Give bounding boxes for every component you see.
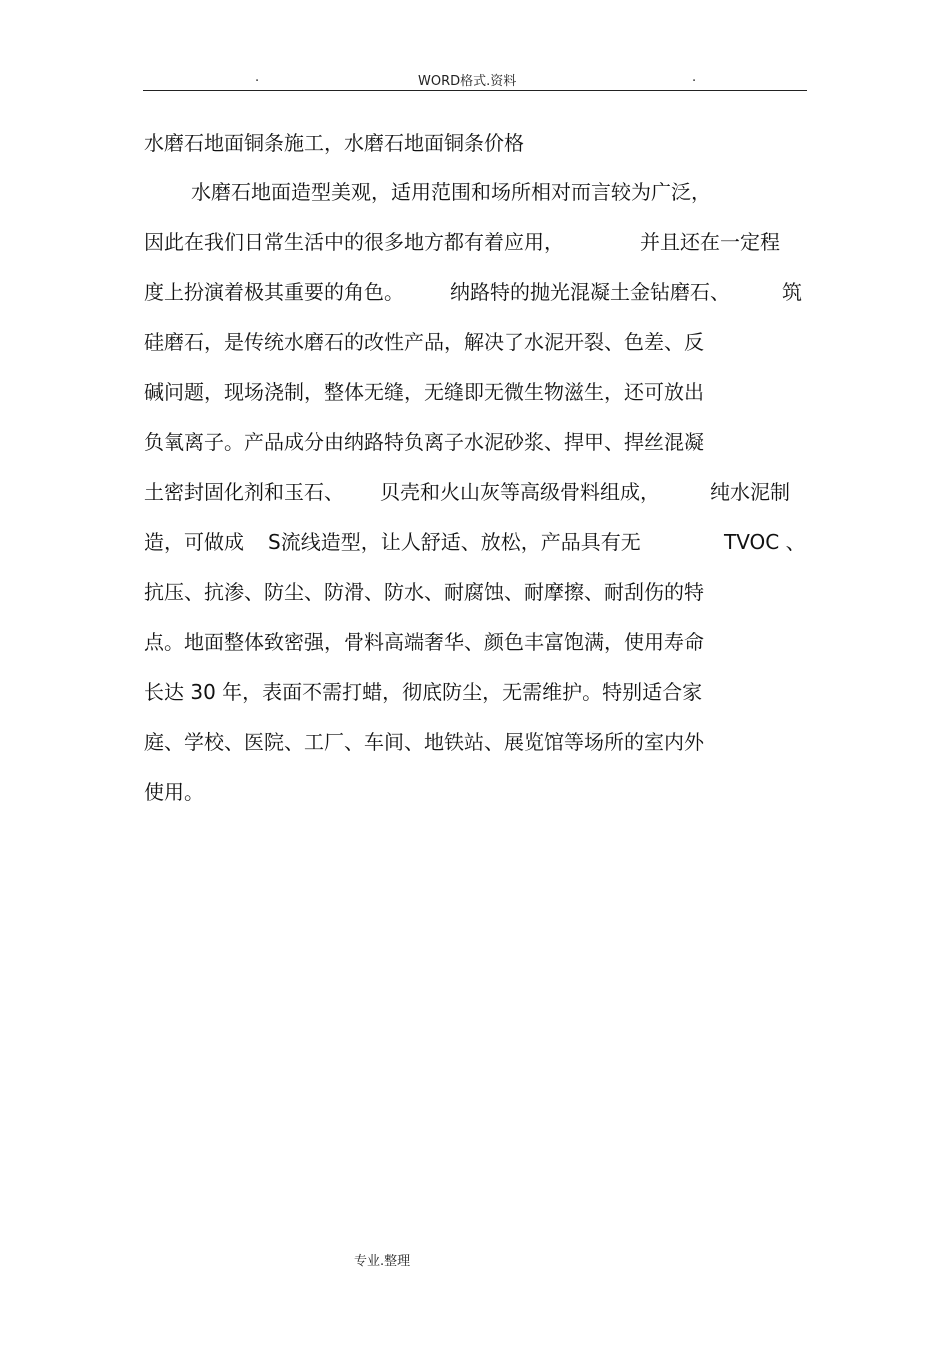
- line-text: 筑: [782, 280, 802, 304]
- line-text: 长达 30 年，表面不需打蜡，彻底防尘，无需维护。特别适合家: [144, 680, 703, 704]
- line-text: 造，可做成: [144, 530, 244, 554]
- line-text: 并且还在一定程: [640, 230, 780, 254]
- paragraph-line: [144, 427, 808, 477]
- paragraph-line: [144, 527, 808, 577]
- line-text: 度上扮演着极其重要的角色。: [144, 280, 404, 304]
- line-text: 土密封固化剂和玉石、: [144, 480, 344, 504]
- document-title: 水磨石地面铜条施工，水磨石地面铜条价格: [144, 131, 524, 155]
- page-header: [143, 68, 807, 91]
- paragraph-line: [144, 377, 808, 427]
- line-text: 点。地面整体致密强，骨料高端奢华、颜色丰富饱满，使用寿命: [144, 630, 704, 654]
- line-text: 纯水泥制: [710, 480, 790, 504]
- document-body: [144, 177, 808, 827]
- line-text: 纳路特的抛光混凝土金钻磨石、: [450, 280, 730, 304]
- paragraph-line: [144, 327, 808, 377]
- paragraph-line: [144, 177, 808, 227]
- paragraph-line: [144, 477, 808, 527]
- paragraph-line: [144, 577, 808, 627]
- line-text: 贝壳和火山灰等高级骨料组成，: [380, 480, 660, 504]
- line-text: S流线造型，让人舒适、放松，产品具有无: [268, 530, 641, 554]
- header-right-dot: .: [692, 70, 697, 85]
- line-text: 碱问题，现场浇制，整体无缝，无缝即无微生物滋生，还可放出: [144, 380, 704, 404]
- line-text: 使用。: [144, 780, 204, 804]
- paragraph-line: [144, 677, 808, 727]
- header-left-dot: .: [255, 70, 260, 85]
- paragraph-line: [144, 627, 808, 677]
- line-text: 庭、学校、医院、工厂、车间、地铁站、展览馆等场所的室内外: [144, 730, 704, 754]
- line-text: 负氧离子。产品成分由纳路特负离子水泥砂浆、捍甲、捍丝混凝: [144, 430, 704, 454]
- line-text: 因此在我们日常生活中的很多地方都有着应用，: [144, 230, 564, 254]
- paragraph-line: [144, 777, 808, 827]
- line-text: 抗压、抗渗、防尘、防滑、防水、耐腐蚀、耐摩擦、耐刮伤的特: [144, 580, 704, 604]
- line-text: TVOC 、: [724, 530, 806, 554]
- line-text: 水磨石地面造型美观，适用范围和场所相对而言较为广泛，: [191, 180, 711, 204]
- line-text: 硅磨石，是传统水磨石的改性产品，解决了水泥开裂、色差、反: [144, 330, 704, 354]
- page-footer: 专业.整理: [354, 1254, 411, 1269]
- header-title: WORD格式.资料: [418, 74, 517, 89]
- paragraph-line: [144, 227, 808, 277]
- paragraph-line: [144, 727, 808, 777]
- paragraph-line: [144, 277, 808, 327]
